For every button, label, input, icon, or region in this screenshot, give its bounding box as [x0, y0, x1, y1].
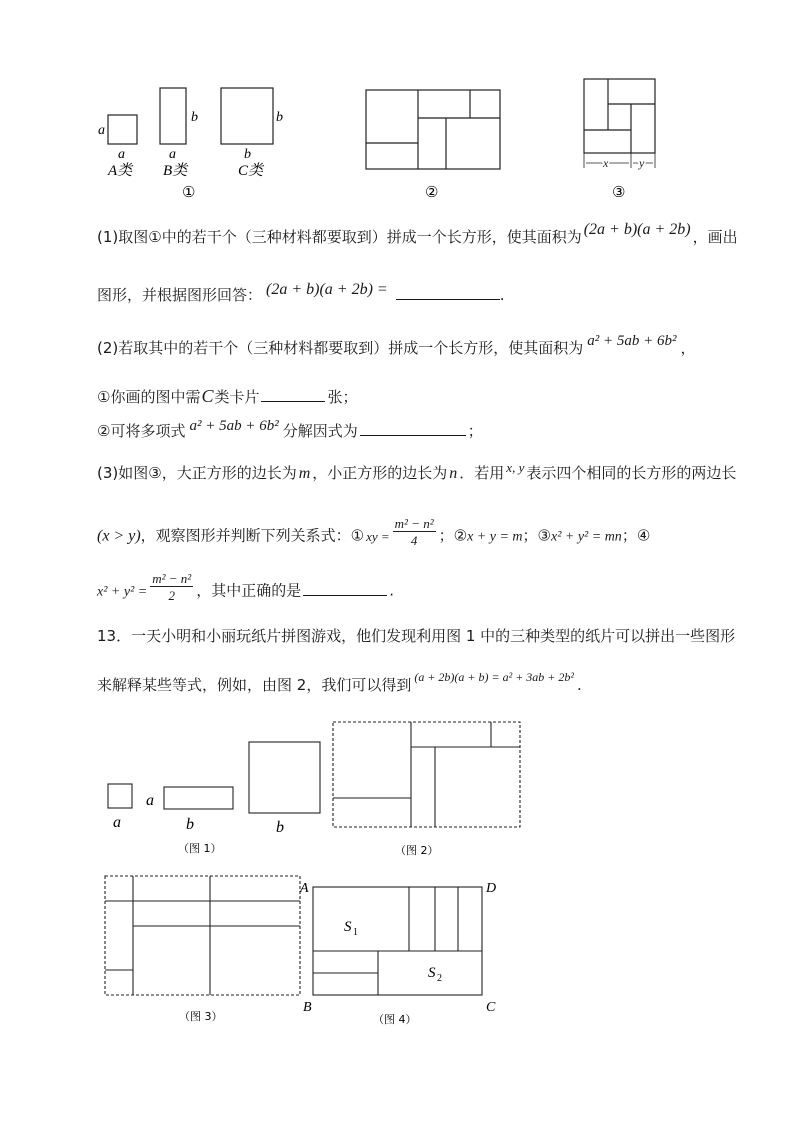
q3-answer-blank [303, 594, 387, 596]
q2-sub1-mid: 类卡片 [214, 388, 260, 406]
q2-expr: a² + 5ab + 6b² [587, 333, 677, 349]
figure-3-square [584, 79, 655, 168]
q3-sep3: ；④ [621, 526, 651, 545]
label-a-bottom: a [118, 147, 125, 162]
q3-r3: x² + y² = mn [550, 529, 622, 545]
fig-number-2: ② [425, 185, 439, 201]
q3-xy: x, y [506, 460, 525, 475]
q1-line2-prefix: 图形，并根据图形回答： [97, 286, 263, 304]
bottom-figures [0, 705, 800, 1035]
q3-line2 [97, 516, 651, 551]
q3-r4-num: m² − n² [152, 571, 192, 586]
card-a-square [108, 115, 137, 144]
q3-r4-lhs: x² + y² = [97, 584, 148, 600]
q2-sub2-expr: a² + 5ab + 6b² [189, 418, 279, 434]
q2-sub2-mid: 分解因式为 [282, 422, 358, 440]
q3-sep1: ；② [438, 526, 468, 545]
bfig4-label-D: D [486, 881, 497, 896]
q1-prefix: (1)取图①中的若干个（三种材料都要取到）拼成一个长方形，使其面积为 [97, 228, 582, 246]
q3-mid2: ．若用 [459, 464, 505, 482]
caption-fig1: （图 1） [178, 842, 222, 855]
caption-fig2: （图 2） [395, 844, 439, 857]
q2-sub1 [97, 387, 358, 405]
q3-prefix: (3)如图③，大正方形的边长为 [97, 464, 297, 482]
q3-r1-fraction [393, 517, 436, 547]
q3-mid4: ，观察图形并判断下列关系式：① [140, 526, 365, 545]
q2-sub1-end: 张； [327, 388, 358, 406]
label-x: x [603, 156, 609, 170]
q2-sub2-blank [360, 434, 466, 436]
bfig4-label-S2-sub: 2 [437, 973, 442, 984]
q3-r1-den: 4 [410, 533, 418, 548]
caption-fig3: （图 3） [179, 1010, 223, 1023]
q13-line2 [97, 670, 582, 694]
q3-r1-lhs: xy = [366, 528, 390, 544]
q3-m: m [298, 465, 311, 482]
q2-line1 [97, 333, 696, 357]
q1-end: . [499, 286, 505, 304]
bfig4-label-S1: S [344, 919, 352, 935]
q2-sub1-prefix: ①你画的图中需 [97, 388, 201, 406]
q1-line1 [97, 221, 738, 246]
bfig2-rectangle [333, 722, 520, 827]
label-a-side: a [98, 123, 105, 138]
q3-cond: (x > y) [97, 527, 141, 545]
label-b-class: B类 [163, 163, 188, 179]
q1-line2 [97, 281, 505, 304]
fig-number-1: ① [182, 185, 196, 201]
q13-line1: 13．一天小明和小丽玩纸片拼图游戏，他们发现利用图 1 中的三种类型的纸片可以拼出一些图形 [97, 627, 736, 645]
card-b-rect [160, 88, 186, 144]
q2-sub1-blank [261, 400, 325, 402]
label-b-bottom: a [169, 147, 176, 162]
q13-line2-expr: (a + 2b)(a + b) = a² + 3ab + 2b² [414, 670, 574, 684]
q2-prefix: (2)若取其中的若干个（三种材料都要取到）拼成一个长方形，使其面积为 [97, 339, 584, 357]
q3-end-text: ，其中正确的是 [196, 581, 302, 600]
top-figures [0, 0, 800, 205]
q3-mid1: ，小正方形的边长为 [312, 464, 448, 482]
label-c-side: b [276, 110, 283, 125]
fig-number-3: ③ [612, 185, 626, 201]
q2-sub2-prefix: ②可将多项式 [97, 422, 186, 440]
q2-sub2-end: ； [467, 422, 483, 440]
bfig1-label-b1: b [186, 816, 194, 833]
caption-fig4: （图 4） [373, 1013, 417, 1026]
q1-expr: (2a + b)(a + 2b) [583, 221, 691, 238]
q3-r4-fraction [150, 572, 193, 602]
label-a-class: A类 [108, 163, 133, 179]
q2-sub1-var: C [201, 386, 214, 406]
q1-line2-expr: (2a + b)(a + 2b) = [266, 281, 388, 298]
q1-answer-blank [396, 298, 500, 300]
bfig4-label-C: C [486, 1000, 496, 1015]
q3-n: n [449, 465, 458, 482]
q3-line1 [97, 460, 737, 482]
q13-line2-prefix: 来解释某些等式，例如，由图 2，我们可以得到 [97, 676, 412, 694]
q1-suffix: ，画出 [692, 228, 738, 246]
bfig4-label-S1-sub: 1 [353, 927, 358, 938]
label-c-bottom: b [244, 147, 251, 162]
bfig4-label-A: A [300, 881, 309, 896]
bfig1-pieces [108, 742, 320, 813]
q3-r1-num: m² − n² [394, 516, 434, 531]
bfig3-rectangle [105, 876, 300, 995]
bfig1-label-b2: b [276, 819, 284, 836]
label-y: y [639, 156, 645, 170]
figure-2-rectangle [366, 90, 500, 169]
bfig4-rectangle [313, 887, 482, 995]
q3-r2: x + y = m [467, 529, 523, 545]
q2-suffix: ， [680, 339, 696, 357]
bfig4-label-S2: S [428, 965, 436, 981]
q3-mid3: 表示四个相同的长方形的两边长 [526, 464, 737, 482]
q3-line3 [97, 571, 394, 606]
bfig1-label-a2: a [146, 792, 154, 809]
bfig1-label-a1: a [113, 814, 121, 831]
label-c-class: C类 [238, 163, 264, 179]
bfig4-label-B: B [303, 1000, 312, 1015]
q13-line2-end: . [577, 676, 582, 694]
label-b-side: b [191, 110, 198, 125]
q3-end: . [389, 581, 394, 600]
q2-sub2 [97, 418, 483, 440]
q3-sep2: ；③ [522, 526, 551, 545]
q3-r4-den: 2 [168, 588, 175, 603]
card-c-square [221, 88, 273, 144]
